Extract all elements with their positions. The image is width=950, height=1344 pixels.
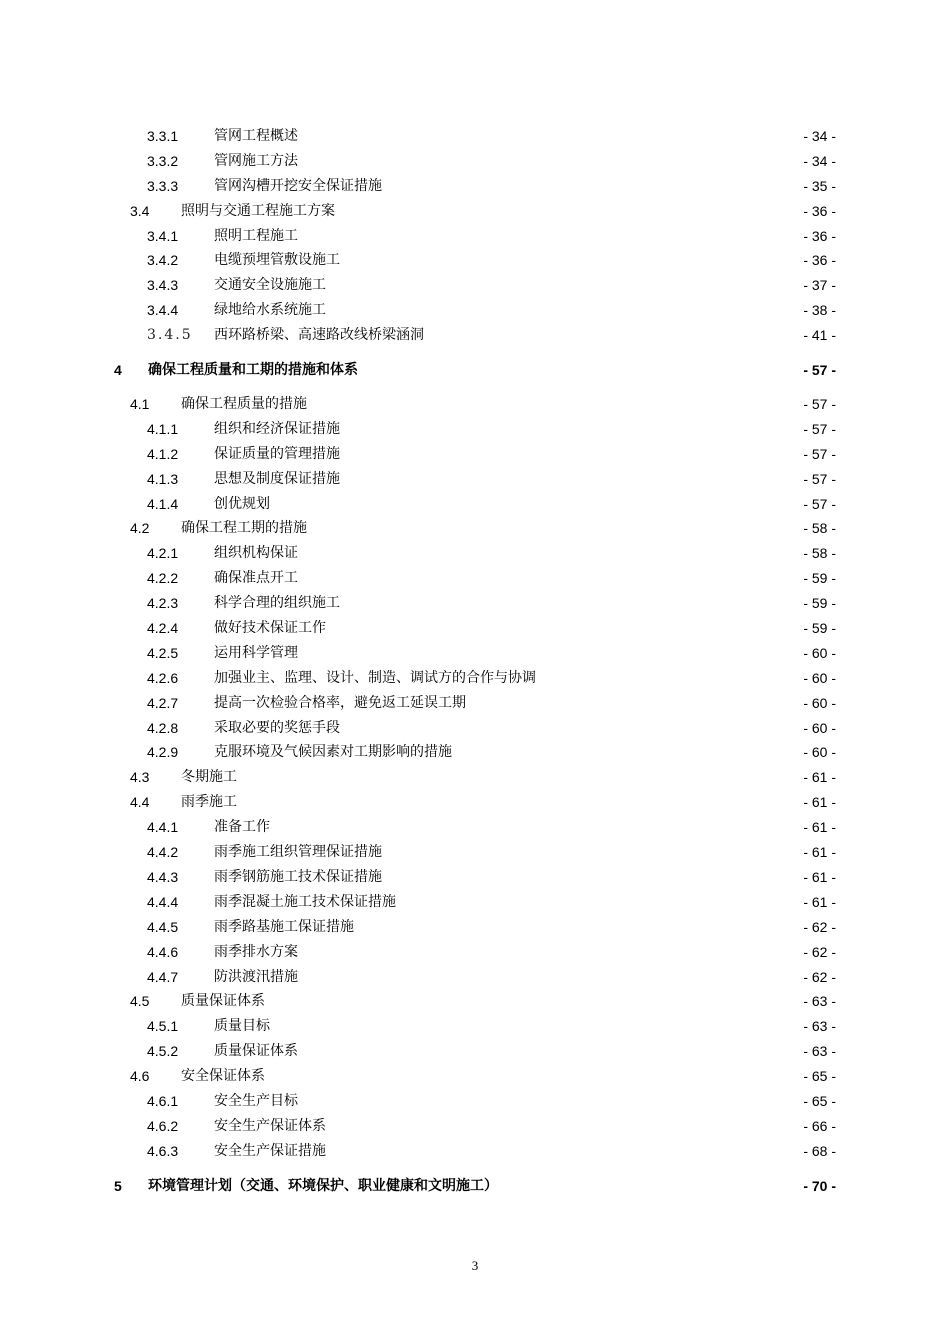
toc-entry-page: - 61 - — [803, 819, 836, 836]
toc-entry[interactable] — [0, 541, 950, 566]
toc-entry-number: 4.6 — [130, 1068, 150, 1085]
toc-entry[interactable] — [0, 273, 950, 298]
toc-entry[interactable] — [0, 915, 950, 940]
toc-entry-page: - 66 - — [803, 1117, 836, 1134]
toc-entry-page: - 57 - — [803, 470, 836, 487]
toc-entry-number: 4.6.2 — [147, 1117, 179, 1134]
toc-entry[interactable] — [0, 358, 950, 382]
toc-entry-number: 4.2.9 — [147, 744, 179, 761]
toc-entry-page: - 68 - — [803, 1142, 836, 1159]
toc-entry-title: 安全生产保证措施 — [214, 1142, 326, 1159]
toc-entry[interactable] — [0, 740, 950, 765]
toc-entry-page: - 63 - — [803, 1043, 836, 1060]
toc-entry-page: - 57 - — [803, 445, 836, 462]
toc-entry-number: 3.4.4 — [147, 302, 179, 319]
toc-entry[interactable] — [0, 1139, 950, 1164]
toc-entry[interactable] — [0, 124, 950, 149]
toc-entry-page: - 36 - — [803, 202, 836, 219]
toc-entry-title: 照明工程施工 — [214, 227, 298, 244]
toc-entry[interactable] — [0, 815, 950, 840]
toc-entry-number: 5 — [114, 1177, 122, 1194]
toc-entry[interactable] — [0, 248, 950, 273]
toc-entry-title: 交通安全设施施工 — [214, 277, 326, 294]
toc-entry-page: - 34 - — [803, 152, 836, 169]
toc-entry[interactable] — [0, 616, 950, 641]
toc-entry-title: 科学合理的组织施工 — [214, 595, 340, 612]
toc-entry-title: 加强业主、监理、设计、制造、调试方的合作与协调 — [214, 669, 536, 686]
page-number: 3 — [471, 1258, 479, 1273]
toc-entry[interactable] — [0, 890, 950, 915]
toc-entry[interactable] — [0, 1174, 950, 1198]
toc-entry-title: 雨季排水方案 — [214, 943, 298, 960]
toc-entry-page: - 36 - — [803, 252, 836, 269]
toc-entry-title: 雨季施工组织管理保证措施 — [214, 844, 382, 861]
toc-entry-page: - 63 - — [803, 993, 836, 1010]
toc-entry-number: 4 — [114, 362, 122, 379]
toc-entry-number: 4.4.2 — [147, 844, 179, 861]
toc-entry-number: 4.1.2 — [147, 445, 179, 462]
toc-entry-number: 4.3 — [130, 769, 150, 786]
toc-entry-number: 4.4.5 — [147, 918, 179, 935]
toc-entry-number: 4.2.2 — [147, 570, 179, 587]
toc-entry-number: 3.4.2 — [147, 252, 179, 269]
toc-entry-page: - 62 - — [803, 943, 836, 960]
toc-entry-page: - 57 - — [803, 396, 836, 413]
toc-entry-page: - 37 - — [803, 277, 836, 294]
toc-entry-page: - 57 - — [803, 420, 836, 437]
toc-entry-number: 4.6.1 — [147, 1092, 179, 1109]
toc-entry-page: - 57 - — [803, 362, 836, 379]
toc-entry[interactable] — [0, 691, 950, 716]
toc-entry-title: 组织和经济保证措施 — [214, 420, 340, 437]
toc-entry-title: 照明与交通工程施工方案 — [181, 202, 335, 219]
toc-entry-title: 保证质量的管理措施 — [214, 445, 340, 462]
toc-entry-page: - 70 - — [803, 1177, 836, 1194]
toc-entry-number: 4.4 — [130, 794, 150, 811]
toc-entry-page: - 61 - — [803, 844, 836, 861]
toc-entry-page: - 36 - — [803, 227, 836, 244]
toc-entry[interactable] — [0, 790, 950, 815]
toc-entry-number: 3.3.1 — [147, 128, 179, 144]
toc-entry-page: - 58 - — [803, 545, 836, 562]
toc-entry[interactable] — [0, 591, 950, 616]
toc-entry[interactable] — [0, 865, 950, 890]
toc-entry[interactable] — [0, 940, 950, 965]
toc-entry[interactable] — [0, 417, 950, 442]
table-of-contents — [0, 124, 950, 1208]
toc-entry-page: - 65 - — [803, 1092, 836, 1109]
toc-entry-number: 4.5.2 — [147, 1043, 179, 1060]
toc-entry-number: 4.2.6 — [147, 669, 179, 686]
toc-entry[interactable] — [0, 174, 950, 199]
toc-entry-page: - 59 - — [803, 570, 836, 587]
toc-entry[interactable] — [0, 442, 950, 467]
toc-entry-title: 质量保证体系 — [181, 993, 265, 1010]
toc-entry-page: - 41 - — [803, 327, 836, 344]
toc-entry-number: 4.1 — [130, 396, 150, 413]
toc-entry[interactable] — [0, 1014, 950, 1039]
toc-entry-title: 环境管理计划（交通、环境保护、职业健康和文明施工） — [148, 1177, 498, 1194]
toc-entry-page: - 61 - — [803, 769, 836, 786]
toc-entry-page: - 58 - — [803, 520, 836, 537]
toc-entry-page: - 60 - — [803, 644, 836, 661]
toc-entry-title: 绿地给水系统施工 — [214, 302, 326, 319]
toc-entry-number: 4.1.1 — [147, 420, 179, 437]
toc-entry[interactable] — [0, 716, 950, 741]
toc-entry-title: 雨季施工 — [181, 794, 237, 811]
toc-entry[interactable] — [0, 566, 950, 591]
toc-entry[interactable] — [0, 965, 950, 990]
toc-entry-title: 确保工程质量和工期的措施和体系 — [148, 362, 358, 379]
toc-entry-number: 3.3.3 — [147, 177, 179, 194]
toc-entry-number: 4.2.3 — [147, 595, 179, 612]
toc-entry[interactable] — [0, 492, 950, 517]
toc-entry[interactable] — [0, 149, 950, 174]
toc-entry-page: - 62 - — [803, 918, 836, 935]
toc-entry-page: - 61 - — [803, 794, 836, 811]
toc-entry-page: - 60 - — [803, 719, 836, 736]
toc-entry[interactable] — [0, 989, 950, 1014]
toc-entry-title: 采取必要的奖惩手段 — [214, 719, 340, 736]
toc-entry-page: - 60 - — [803, 669, 836, 686]
toc-entry[interactable] — [0, 641, 950, 666]
toc-entry-title: 雨季钢筋施工技术保证措施 — [214, 868, 382, 885]
toc-entry[interactable] — [0, 516, 950, 541]
toc-entry-page: - 60 - — [803, 744, 836, 761]
toc-entry-number: 3.4.3 — [147, 277, 179, 294]
toc-entry-number: 4.4.3 — [147, 868, 179, 885]
toc-entry[interactable] — [0, 765, 950, 790]
toc-entry-number: 4.2.1 — [147, 545, 179, 562]
toc-entry-title: 雨季路基施工保证措施 — [214, 918, 354, 935]
toc-entry-page: - 62 - — [803, 968, 836, 985]
toc-entry-number: 4.4.7 — [147, 968, 179, 985]
toc-entry[interactable] — [0, 666, 950, 691]
toc-entry-number: 4.1.3 — [147, 470, 179, 487]
toc-entry-number: 4.2.7 — [147, 694, 179, 711]
toc-entry-title: 做好技术保证工作 — [214, 620, 326, 637]
toc-entry-number: 4.2.4 — [147, 620, 179, 637]
toc-entry[interactable] — [0, 323, 950, 348]
toc-entry-page: - 57 - — [803, 495, 836, 512]
toc-entry-title: 克服环境及气候因素对工期影响的措施 — [214, 744, 452, 761]
toc-entry-page: - 35 - — [803, 177, 836, 194]
toc-entry-title: 管网施工方法 — [214, 152, 298, 169]
toc-entry-number: 3.4.1 — [147, 227, 179, 244]
toc-entry-number: 3.3.2 — [147, 152, 179, 169]
toc-entry-title: 确保工程工期的措施 — [181, 520, 307, 537]
toc-entry-number: 4.1.4 — [147, 495, 179, 512]
toc-entry-page: - 34 - — [803, 128, 836, 144]
toc-entry-page: - 59 - — [803, 620, 836, 637]
toc-entry-title: 准备工作 — [214, 819, 270, 836]
toc-entry-title: 管网沟槽开挖安全保证措施 — [214, 177, 382, 194]
toc-entry[interactable] — [0, 199, 950, 224]
toc-entry-title: 雨季混凝土施工技术保证措施 — [214, 893, 396, 910]
toc-entry-title: 电缆预埋管敷设施工 — [214, 252, 340, 269]
toc-entry-page: - 59 - — [803, 595, 836, 612]
toc-entry-number: 4.5 — [130, 993, 150, 1010]
toc-entry-number: 4.4.6 — [147, 943, 179, 960]
toc-entry-title: 提高一次检验合格率，避免返工延误工期 — [214, 694, 466, 711]
toc-entry-title: 确保准点开工 — [214, 570, 298, 587]
toc-entry-title: 管网工程概述 — [214, 128, 298, 144]
toc-entry-page: - 60 - — [803, 694, 836, 711]
toc-entry[interactable] — [0, 392, 950, 417]
toc-entry-title: 冬期施工 — [181, 769, 237, 786]
toc-entry-title: 防洪渡汛措施 — [214, 968, 298, 985]
toc-entry-page: - 61 - — [803, 893, 836, 910]
toc-entry-title: 质量目标 — [214, 1018, 270, 1035]
toc-entry-number: 4.5.1 — [147, 1018, 179, 1035]
toc-entry-page: - 65 - — [803, 1068, 836, 1085]
toc-entry-number: 3.4 — [130, 202, 150, 219]
toc-entry-number: 4.2.8 — [147, 719, 179, 736]
toc-entry[interactable] — [0, 467, 950, 492]
toc-entry-title: 确保工程质量的措施 — [181, 396, 307, 413]
toc-entry-number: 4.4.1 — [147, 819, 179, 836]
toc-entry-title: 质量保证体系 — [214, 1043, 298, 1060]
toc-entry[interactable] — [0, 1064, 950, 1089]
toc-entry-title: 组织机构保证 — [214, 545, 298, 562]
toc-entry-title: 运用科学管理 — [214, 644, 298, 661]
toc-entry[interactable] — [0, 1114, 950, 1139]
toc-entry-title: 思想及制度保证措施 — [214, 470, 340, 487]
toc-entry-page: - 38 - — [803, 302, 836, 319]
toc-entry[interactable] — [0, 1039, 950, 1064]
toc-entry-number: 4.4.4 — [147, 893, 179, 910]
toc-entry-title: 安全保证体系 — [181, 1068, 265, 1085]
toc-entry[interactable] — [0, 1089, 950, 1114]
toc-entry[interactable] — [0, 840, 950, 865]
toc-entry-page: - 63 - — [803, 1018, 836, 1035]
toc-entry-title: 安全生产目标 — [214, 1092, 298, 1109]
toc-entry-number: 4.2 — [130, 520, 150, 537]
toc-entry-title: 安全生产保证体系 — [214, 1117, 326, 1134]
toc-entry-title: 西环路桥梁、高速路改线桥梁涵洞 — [214, 327, 424, 344]
toc-entry[interactable] — [0, 224, 950, 249]
toc-entry-page: - 61 - — [803, 868, 836, 885]
toc-entry[interactable] — [0, 298, 950, 323]
toc-entry-number: 4.2.5 — [147, 644, 179, 661]
toc-entry-number: 3.4.5 — [147, 327, 193, 344]
toc-entry-number: 4.6.3 — [147, 1142, 179, 1159]
toc-entry-title: 创优规划 — [214, 495, 270, 512]
